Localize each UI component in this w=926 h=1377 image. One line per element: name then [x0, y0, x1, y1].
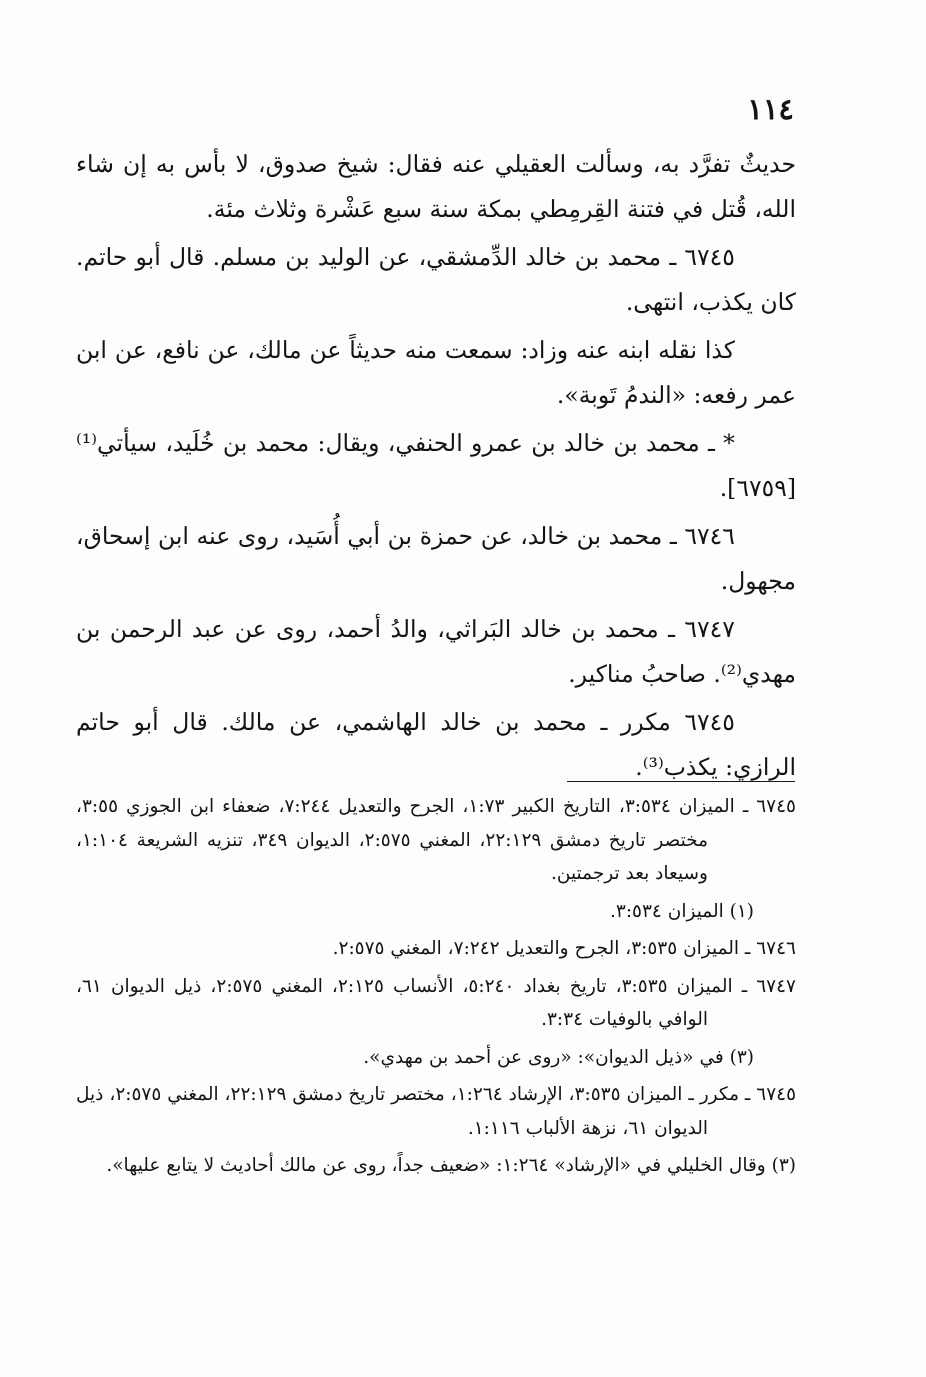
footnote-separator	[567, 781, 795, 782]
footnote: ٦٧٤٥ ـ مكرر ـ الميزان ٣:٥٣٥، الإرشاد ١:٢٦٤، مختصر تاريخ دمشق ٢٢:١٢٩، المغني ٢:٥٧٥، ذيل الديوان ٦١، نزهة الألباب ١:١١٦.	[76, 1084, 797, 1139]
entry-paragraph: ٦٧٤٦ ـ محمد بن خالد، عن حمزة بن أبي أُسَيد، روى عنه ابن إسحاق، مجهول.	[76, 522, 796, 595]
entry-paragraph: ٦٧٤٥ مكرر ـ محمد بن خالد الهاشمي، عن مالك. قال أبو حاتم الرازي: يكذب⁽³⁾.	[76, 708, 796, 781]
entry-paragraph: ٦٧٤٧ ـ محمد بن خالد البَراثي، والدُ أحمد، روى عن عبد الرحمن بن مهدي⁽²⁾. صاحبُ مناكير.	[76, 615, 796, 688]
footnote: (١) الميزان ٣:٥٣٤.	[610, 900, 754, 922]
footnotes	[76, 790, 796, 1187]
footnote: (٣) في «ذيل الديوان»: «روى عن أحمد بن مهدي».	[363, 1046, 754, 1068]
main-text	[76, 142, 796, 793]
footnote: ٦٧٤٥ ـ الميزان ٣:٥٣٤، التاريخ الكبير ١:٧٣، الجرح والتعديل ٧:٢٤٤، ضعفاء ابن الجوزي ٣:٥٥، مختصر تاريخ دمشق ٢٢:١٢٩، المغني ٢:٥٧٥، الديوان ٣٤٩، تنزيه الشريعة ١:١٠٤، وسيعاد بعد ترجمتين.	[76, 796, 796, 884]
footnote: (٣) وقال الخليلي في «الإرشاد» ١:٢٦٤: «ضعيف جداً، روى عن مالك أحاديث لا يتابع عليها».	[106, 1155, 796, 1176]
paragraph: كذا نقله ابنه عنه وزاد: سمعت منه حديثاً عن مالك، عن نافع، عن ابن عمر رفعه: «الندمُ تَوبة».	[76, 336, 796, 409]
footnote: ٦٧٤٦ ـ الميزان ٣:٥٣٥، الجرح والتعديل ٧:٢٤٢، المغني ٢:٥٧٥.	[332, 938, 796, 959]
entry-paragraph: ٦٧٤٥ ـ محمد بن خالد الدِّمشقي، عن الوليد بن مسلم. قال أبو حاتم. كان يكذب، انتهى.	[76, 243, 796, 316]
paragraph: حديثٌ تفرَّد به، وسألت العقيلي عنه فقال: شيخ صدوق، لا بأس به إن شاء الله، قُتل في فتنة القِرمِطي بمكة سنة سبع عَشْرة وثلاث مئة.	[76, 150, 796, 223]
page-number: ١١٤	[747, 92, 794, 126]
entry-paragraph: * ـ محمد بن خالد بن عمرو الحنفي، ويقال: محمد بن خُلَيد، سيأتي⁽¹⁾ [٦٧٥٩].	[76, 429, 796, 502]
footnote: ٦٧٤٧ ـ الميزان ٣:٥٣٥، تاريخ بغداد ٥:٢٤٠، الأنساب ٢:١٢٥، المغني ٢:٥٧٥، ذيل الديوان ٦١، الوافي بالوفيات ٣:٣٤.	[76, 975, 796, 1030]
